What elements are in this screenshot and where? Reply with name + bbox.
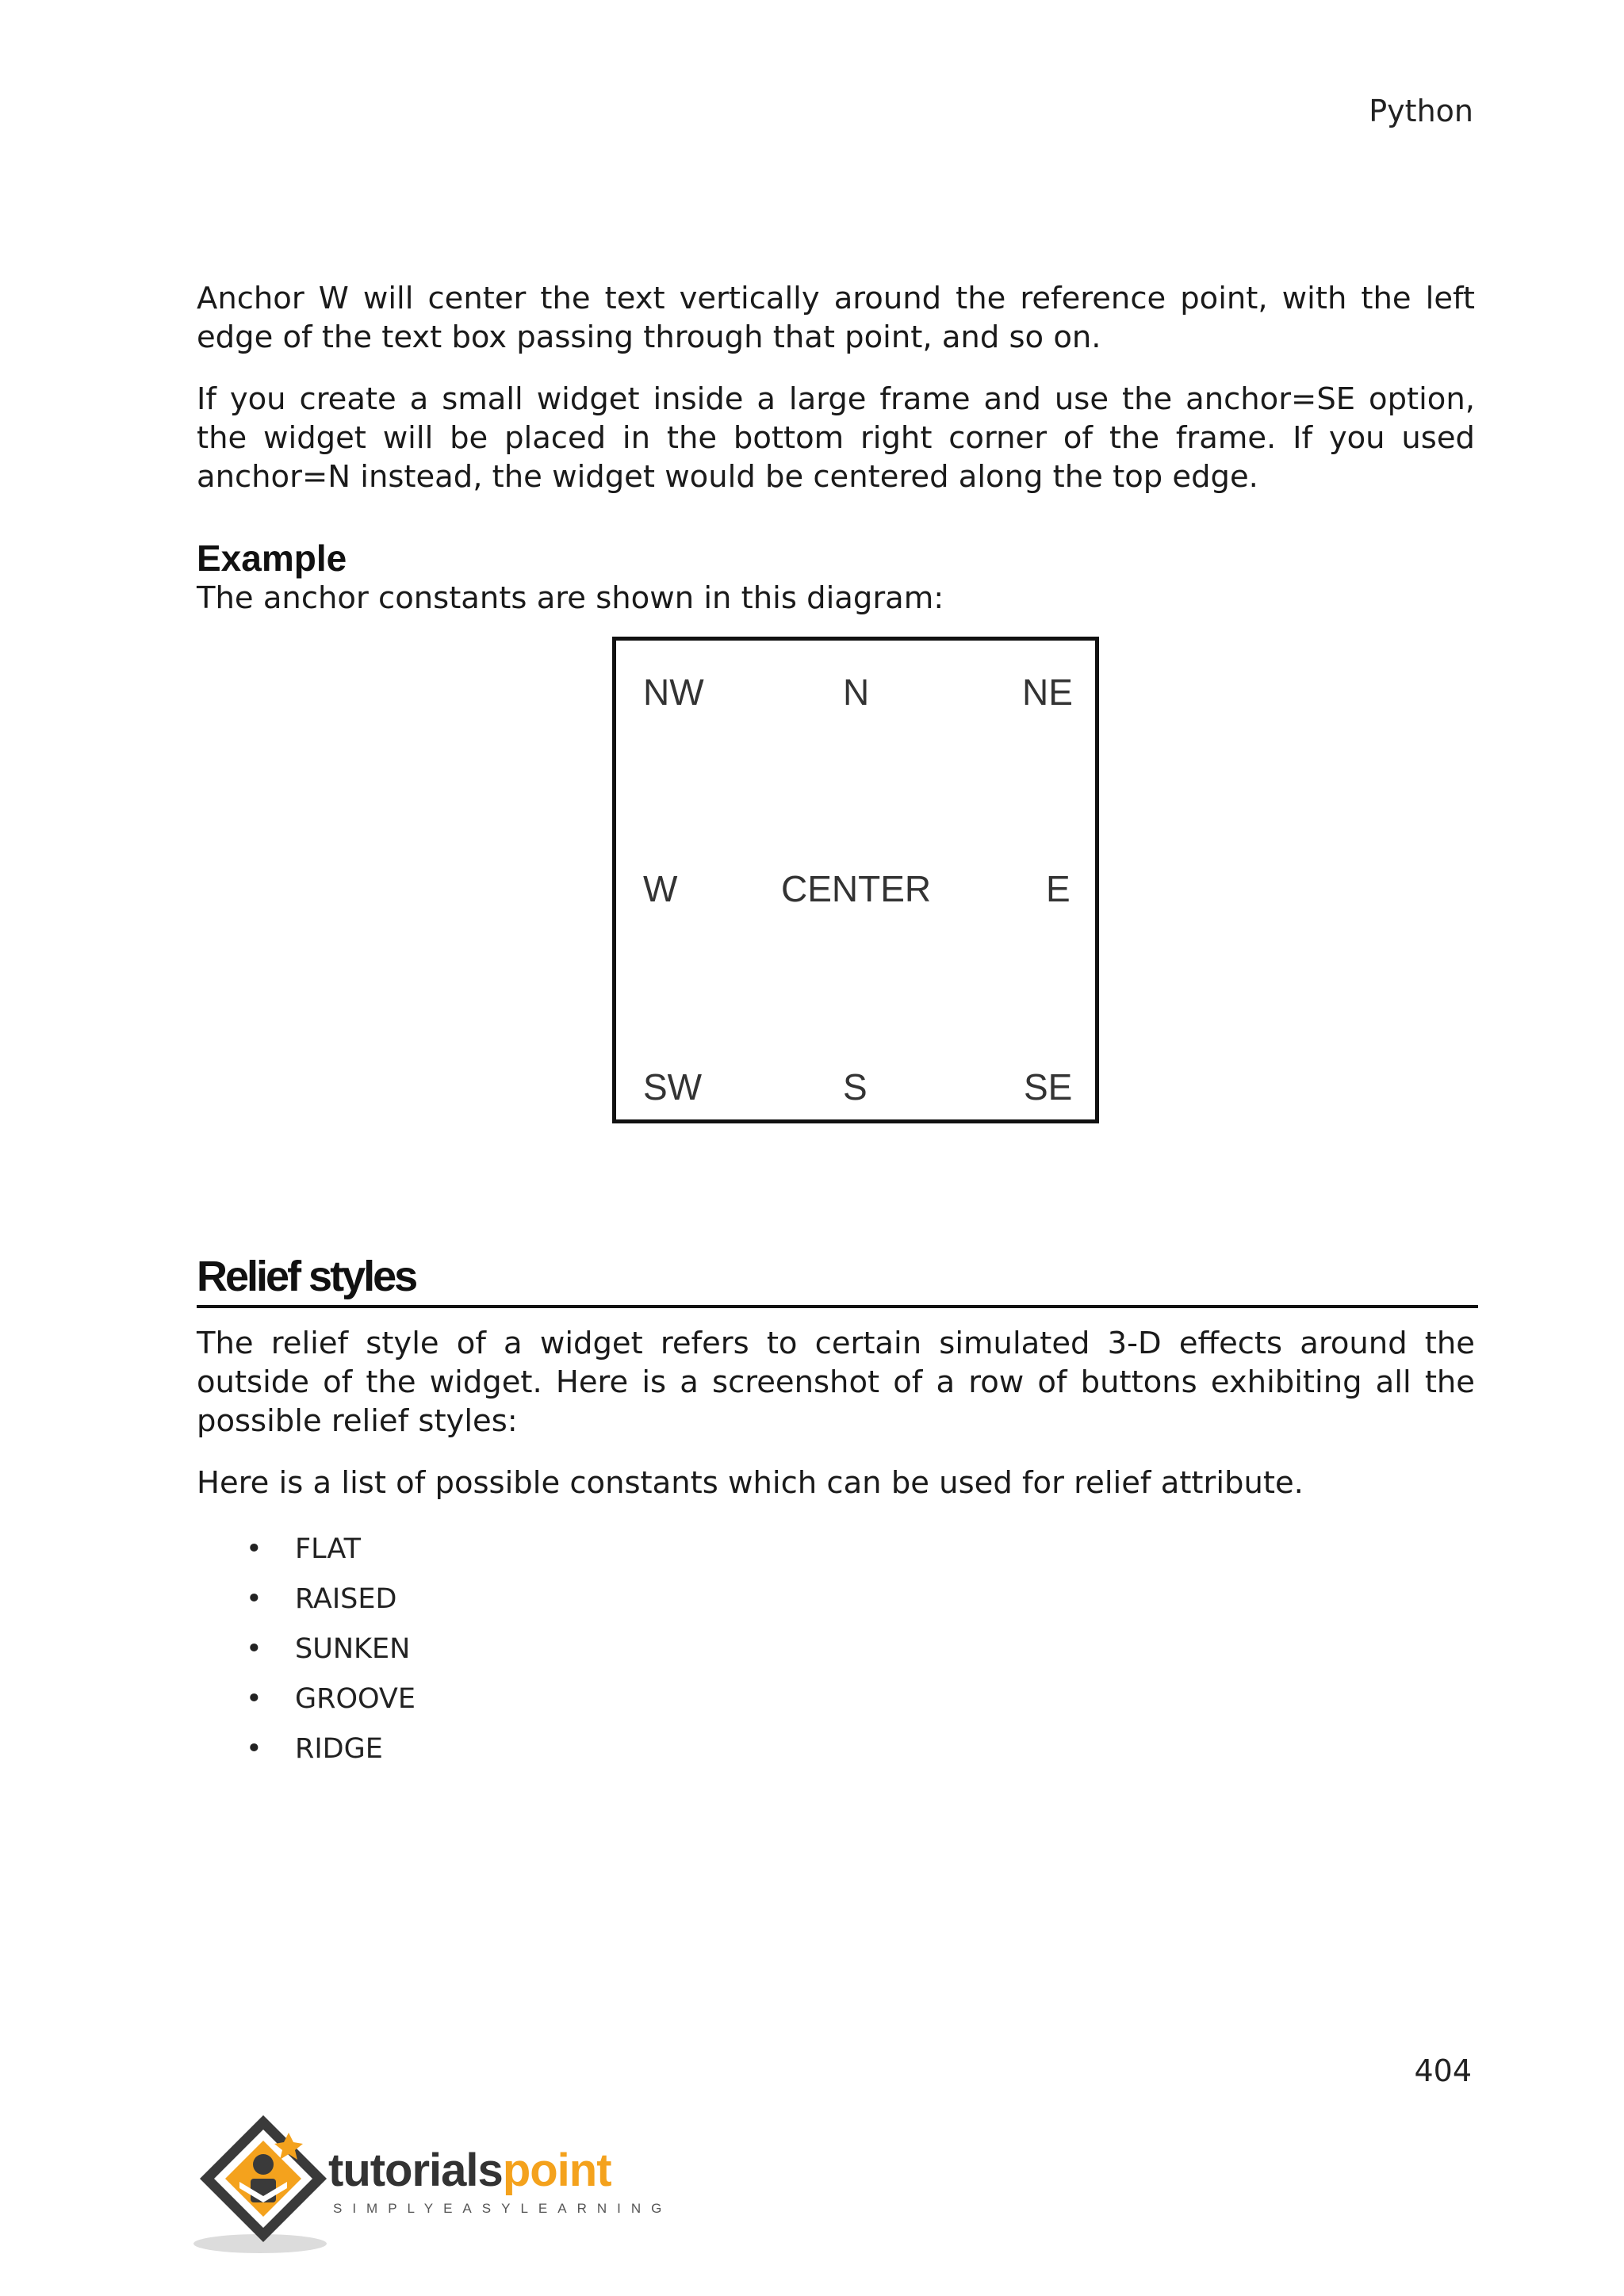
logo-wordmark [328,2147,611,2195]
label-s: S [843,1066,868,1108]
relief-list [197,1525,1475,1774]
logo-diamond-icon [193,2109,336,2260]
label-n: N [843,672,870,713]
label-nw: NW [643,672,704,713]
page-number: 404 [1414,2053,1472,2088]
list-item [197,1674,1475,1724]
list-item-label: RIDGE [295,1733,383,1765]
list-item-label: SUNKEN [295,1633,411,1665]
list-item [197,1624,1475,1674]
label-center: CENTER [781,868,932,909]
bullet-icon: • [246,1683,262,1715]
relief-heading: Relief styles [197,1253,416,1300]
relief-content [197,1324,1475,1774]
label-ne: NE [1022,672,1073,713]
list-item-label: RAISED [295,1583,397,1615]
label-se: SE [1024,1066,1073,1108]
relief-paragraph-2: Here is a list of possible constants which can be used for relief attribute. [197,1465,1304,1501]
list-item-label: FLAT [295,1533,362,1565]
paragraph-anchor-w: Anchor W will center the text vertically around the reference point, with the left edge of the text box passing through that point, and so on. [197,281,1475,355]
bullet-icon: • [246,1583,262,1615]
list-item [197,1525,1475,1575]
example-intro: The anchor constants are shown in this diagram: [197,580,944,616]
example-heading: Example [197,538,347,579]
bullet-icon: • [246,1733,262,1765]
logo-tagline: SIMPLYEASYLEARNING [333,2201,672,2216]
label-e: E [1046,868,1071,909]
list-item [197,1575,1475,1624]
main-content [197,279,1475,1123]
relief-paragraph-1: The relief style of a widget refers to certain simulated 3-D effects around the outside of the widget. Here is a screenshot of a row of buttons exhibiting all the possible relief styles: [197,1326,1475,1439]
paragraph-anchor-se: If you create a small widget inside a large frame and use the anchor=SE option, the widget will be placed in the bottom right corner of the frame. If you used anchor=N instead, the widget would be centered along the top edge. [197,381,1475,495]
relief-section-header [197,1253,1478,1308]
label-sw: SW [643,1066,703,1108]
list-item [197,1724,1475,1774]
tutorialspoint-logo [193,2109,685,2260]
list-item-label: GROOVE [295,1683,416,1715]
logo-word-tutorials: tutorials [328,2145,503,2196]
bullet-icon: • [246,1633,262,1665]
logo-word-point: point [502,2145,611,2196]
running-header: Python [1369,94,1473,128]
label-w: W [643,868,678,909]
anchor-diagram [612,637,1099,1123]
bullet-icon: • [246,1533,262,1565]
